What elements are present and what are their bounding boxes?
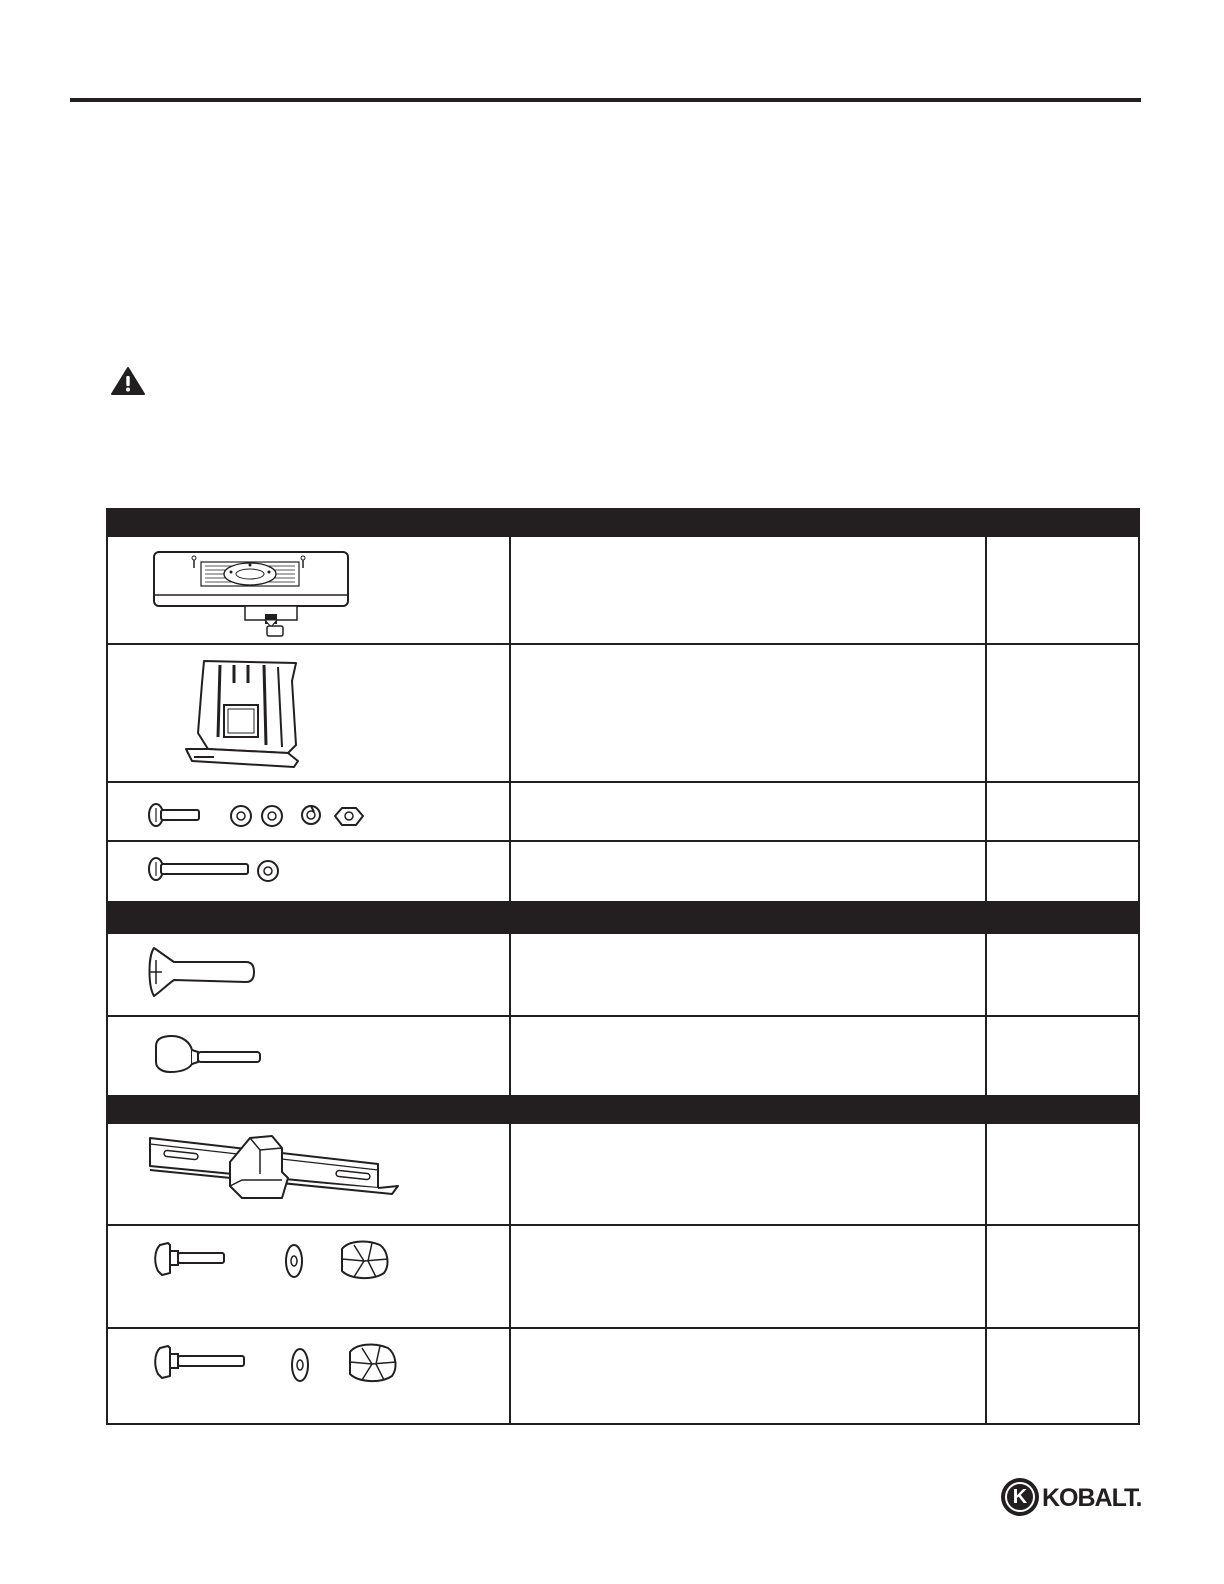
carriage-bolt-knob-long-drawing	[154, 1340, 414, 1390]
row-divider	[108, 840, 1138, 842]
router-plate-drawing	[153, 550, 353, 640]
column-divider	[509, 934, 511, 1095]
kobalt-badge-icon	[1001, 1478, 1039, 1516]
column-divider	[985, 537, 987, 901]
warning-icon	[110, 366, 146, 396]
column-divider	[509, 1124, 511, 1425]
kobalt-wordmark: KOBALT.	[1042, 1484, 1142, 1512]
parts-table	[106, 508, 1140, 1425]
row-divider	[108, 643, 1138, 645]
section-header-2	[108, 901, 1138, 934]
kobalt-badge-letter: K	[1005, 1482, 1035, 1512]
flat-head-screw-drawing	[146, 946, 276, 1002]
column-divider	[985, 1124, 987, 1425]
support-bracket-drawing	[184, 653, 304, 777]
row-divider	[108, 1327, 1138, 1329]
screw-washer-nut-drawing	[146, 800, 376, 836]
header-rule	[70, 98, 1141, 102]
carriage-bolt-knob-short-drawing	[154, 1237, 394, 1285]
row-divider	[108, 1224, 1138, 1226]
section-header-3	[108, 1095, 1138, 1124]
fence-drawing	[146, 1130, 406, 1220]
kobalt-logo	[1001, 1477, 1151, 1519]
thumb-screw-drawing	[152, 1032, 272, 1082]
section-header-1	[108, 510, 1138, 537]
column-divider	[985, 934, 987, 1095]
row-divider	[108, 1015, 1138, 1017]
row-divider	[108, 781, 1138, 783]
column-divider	[509, 537, 511, 901]
long-screw-washer-drawing	[146, 855, 326, 889]
